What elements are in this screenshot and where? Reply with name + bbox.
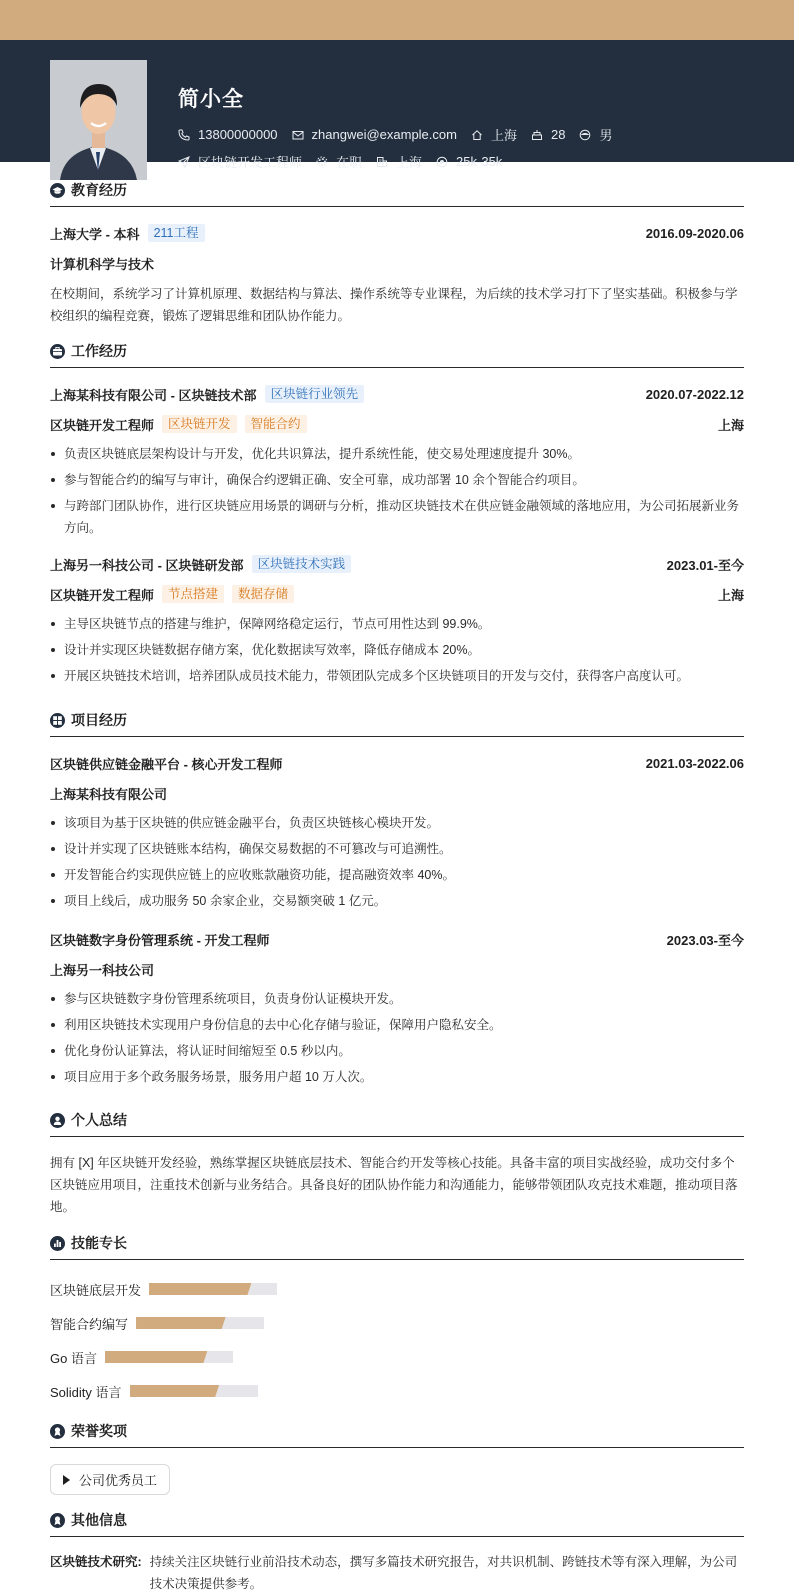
work-header-row bbox=[50, 379, 744, 409]
bar-chart-icon bbox=[50, 1236, 65, 1251]
list-item: 参与区块链数字身份管理系统项目，负责身份认证模块开发。 bbox=[50, 986, 744, 1012]
candidate-name: 简小全 bbox=[178, 88, 244, 111]
skill-name: Solidity 语言 bbox=[50, 1384, 122, 1400]
skills-list bbox=[50, 1260, 744, 1408]
role: 区块链开发工程师 bbox=[50, 587, 155, 603]
education-period: 2016.09-2020.06 bbox=[645, 225, 744, 241]
project-entry bbox=[50, 748, 744, 914]
email-text: zhangwei@example.com bbox=[311, 127, 457, 142]
skill-bar-fill bbox=[136, 1317, 226, 1329]
skill-bar bbox=[105, 1351, 233, 1363]
skill-bar-fill bbox=[149, 1283, 251, 1295]
section-title: 荣誉奖项 bbox=[71, 1423, 127, 1439]
location-text: 上海 bbox=[490, 128, 517, 143]
status-text: 在职 bbox=[336, 155, 363, 170]
project-period: 2021.03-2022.06 bbox=[645, 755, 744, 771]
section-summary bbox=[50, 1092, 744, 1137]
project-title: 区块链数字身份管理系统 - 开发工程师 bbox=[50, 932, 270, 948]
project-entry bbox=[50, 924, 744, 1090]
location-item bbox=[471, 125, 517, 144]
work-period: 2023.01-至今 bbox=[666, 557, 744, 573]
list-item: 该项目为基于区块链的供应链金融平台，负责区块链核心模块开发。 bbox=[50, 810, 744, 836]
project-company: 上海某科技有限公司 bbox=[50, 786, 168, 802]
section-education bbox=[50, 162, 744, 207]
work-entry bbox=[50, 549, 744, 689]
work-entry bbox=[50, 379, 744, 541]
mail-icon bbox=[292, 129, 304, 141]
skill-bar bbox=[130, 1385, 258, 1397]
skill-item bbox=[50, 1306, 403, 1340]
project-bullets bbox=[50, 986, 744, 1090]
school-degree: 上海大学 - 本科 bbox=[50, 226, 140, 242]
list-item: 利用区块链技术实现用户身份信息的去中心化存储与验证，保障用户隐私安全。 bbox=[50, 1012, 744, 1038]
cake-icon bbox=[531, 129, 543, 141]
gender-icon bbox=[579, 129, 591, 141]
award-icon bbox=[50, 1513, 65, 1528]
skill-name: 区块链底层开发 bbox=[50, 1282, 142, 1298]
position-text: 区块链开发工程师 bbox=[198, 155, 303, 170]
list-item: 参与智能合约的编写与审计，确保合约逻辑正确、安全可靠，成功部署 10 余个智能合约项目。 bbox=[50, 467, 744, 493]
list-item: 优化身份认证算法，将认证时间缩短至 0.5 秒以内。 bbox=[50, 1038, 744, 1064]
skill-tag: 数据存储 bbox=[232, 585, 294, 603]
top-accent-band bbox=[0, 0, 794, 40]
section-title: 工作经历 bbox=[71, 343, 127, 359]
other-label: 区块链技术研究: bbox=[50, 1555, 142, 1569]
skill-bar-fill bbox=[105, 1351, 207, 1363]
skill-name: 智能合约编写 bbox=[50, 1316, 129, 1332]
company-tag: 区块链行业领先 bbox=[265, 385, 365, 403]
other-value: 持续关注区块链行业前沿技术动态，撰写多篇技术研究报告，对共识机制、跨链技术等有深入理解，为公司技术决策提供参考。 bbox=[149, 1555, 738, 1591]
project-header-row bbox=[50, 748, 744, 778]
honor-text: 公司优秀员工 bbox=[79, 1473, 158, 1488]
project-bullets bbox=[50, 810, 744, 914]
section-work bbox=[50, 323, 744, 368]
email-item bbox=[292, 127, 457, 142]
section-project bbox=[50, 692, 744, 737]
project-company: 上海另一科技公司 bbox=[50, 962, 155, 978]
honor-item bbox=[50, 1464, 170, 1495]
list-item: 负责区块链底层架构设计与开发，优化共识算法，提升系统性能，使交易处理速度提升 30%。 bbox=[50, 441, 744, 467]
project-title: 区块链供应链金融平台 - 核心开发工程师 bbox=[50, 756, 283, 772]
education-description: 在校期间，系统学习了计算机原理、数据结构与算法、操作系统等专业课程，为后续的技术学习打下了坚实基础。积极参与学校组织的编程竞赛，锻炼了逻辑思维和团队协作能力。 bbox=[50, 287, 738, 323]
grid-icon bbox=[50, 713, 65, 728]
section-skills bbox=[50, 1215, 744, 1260]
section-title: 其他信息 bbox=[71, 1512, 127, 1528]
user-icon bbox=[50, 1113, 65, 1128]
work-city: 上海 bbox=[717, 417, 744, 433]
list-item: 设计并实现了区块链账本结构，确保交易数据的不可篡改与可追溯性。 bbox=[50, 836, 744, 862]
age-item bbox=[531, 127, 565, 142]
work-bullets bbox=[50, 441, 744, 541]
work-header-row bbox=[50, 549, 744, 579]
resume-header bbox=[0, 40, 794, 170]
phone-icon bbox=[178, 129, 190, 141]
major: 计算机科学与技术 bbox=[50, 256, 155, 272]
summary-text: 拥有 [X] 年区块链开发经验，熟练掌握区块链底层技术、智能合约开发等核心技能。具备丰富的项目实战经验，成功交付多个区块链应用项目，注重技术创新与业务结合。具备良好的团队协作能力和沟通能力，能够带领团队攻克技术难题，推动项目落地。 bbox=[50, 1156, 738, 1214]
age-text: 28 bbox=[550, 127, 566, 142]
skill-item bbox=[50, 1374, 403, 1408]
project-company-row bbox=[50, 954, 744, 984]
work-period: 2020.07-2022.12 bbox=[645, 386, 744, 402]
section-title: 教育经历 bbox=[71, 182, 127, 198]
project-header-row bbox=[50, 924, 744, 954]
salary-text: 25k-35k bbox=[456, 154, 503, 169]
contact-row bbox=[178, 125, 626, 144]
home-icon bbox=[471, 129, 483, 141]
list-item: 设计并实现区块链数据存储方案，优化数据读写效率，降低存储成本 20%。 bbox=[50, 637, 744, 663]
list-item: 开展区块链技术培训，培养团队成员技术能力，带领团队完成多个区块链项目的开发与交付，获得客户高度认可。 bbox=[50, 663, 744, 689]
gender-text: 男 bbox=[599, 128, 613, 143]
list-item: 项目上线后，成功服务 50 余家企业，交易额突破 1 亿元。 bbox=[50, 888, 744, 914]
role: 区块链开发工程师 bbox=[50, 417, 155, 433]
major-row bbox=[50, 248, 744, 278]
list-item: 项目应用于多个政务服务场景，服务用户超 10 万人次。 bbox=[50, 1064, 744, 1090]
skill-tag: 节点搭建 bbox=[162, 585, 224, 603]
skill-bar-fill bbox=[130, 1385, 220, 1397]
skill-item bbox=[50, 1272, 403, 1306]
role-row bbox=[50, 579, 744, 609]
skill-bar bbox=[149, 1283, 277, 1295]
work-bullets bbox=[50, 611, 744, 689]
briefcase-icon bbox=[50, 344, 65, 359]
section-other bbox=[50, 1492, 744, 1537]
skill-name: Go 语言 bbox=[50, 1350, 97, 1366]
education-header-row bbox=[50, 218, 744, 248]
phone-item bbox=[178, 127, 278, 142]
list-item: 与跨部门团队协作，进行区块链应用场景的调研与分析，推动区块链技术在供应链金融领域的落地应用，为公司拓展新业务方向。 bbox=[50, 493, 744, 541]
target-city-text: 上海 bbox=[396, 155, 423, 170]
company-tag: 区块链技术实践 bbox=[252, 555, 352, 573]
school-tag: 211工程 bbox=[148, 224, 205, 242]
other-info-row bbox=[50, 1537, 744, 1595]
section-title: 项目经历 bbox=[71, 712, 127, 728]
skill-tag: 智能合约 bbox=[245, 415, 307, 433]
skill-item bbox=[50, 1340, 403, 1374]
company: 上海另一科技公司 - 区块链研发部 bbox=[50, 557, 244, 573]
skill-bar bbox=[136, 1317, 264, 1329]
section-honors bbox=[50, 1403, 744, 1448]
phone-text: 13800000000 bbox=[198, 127, 278, 142]
skill-tag: 区块链开发 bbox=[162, 415, 237, 433]
list-item: 主导区块链节点的搭建与维护，保障网络稳定运行，节点可用性达到 99.9%。 bbox=[50, 611, 744, 637]
list-item: 开发智能合约实现供应链上的应收账款融资功能，提高融资效率 40%。 bbox=[50, 862, 744, 888]
section-title: 个人总结 bbox=[71, 1112, 127, 1128]
award-icon bbox=[50, 1424, 65, 1439]
play-icon bbox=[63, 1475, 70, 1485]
graduation-cap-icon bbox=[50, 183, 65, 198]
gender-item bbox=[579, 125, 612, 144]
resume-body bbox=[50, 162, 744, 1595]
section-title: 技能专长 bbox=[71, 1235, 127, 1251]
role-row bbox=[50, 409, 744, 439]
project-company-row bbox=[50, 778, 744, 808]
work-city: 上海 bbox=[717, 587, 744, 603]
project-period: 2023.03-至今 bbox=[666, 932, 744, 948]
company: 上海某科技有限公司 - 区块链技术部 bbox=[50, 387, 257, 403]
